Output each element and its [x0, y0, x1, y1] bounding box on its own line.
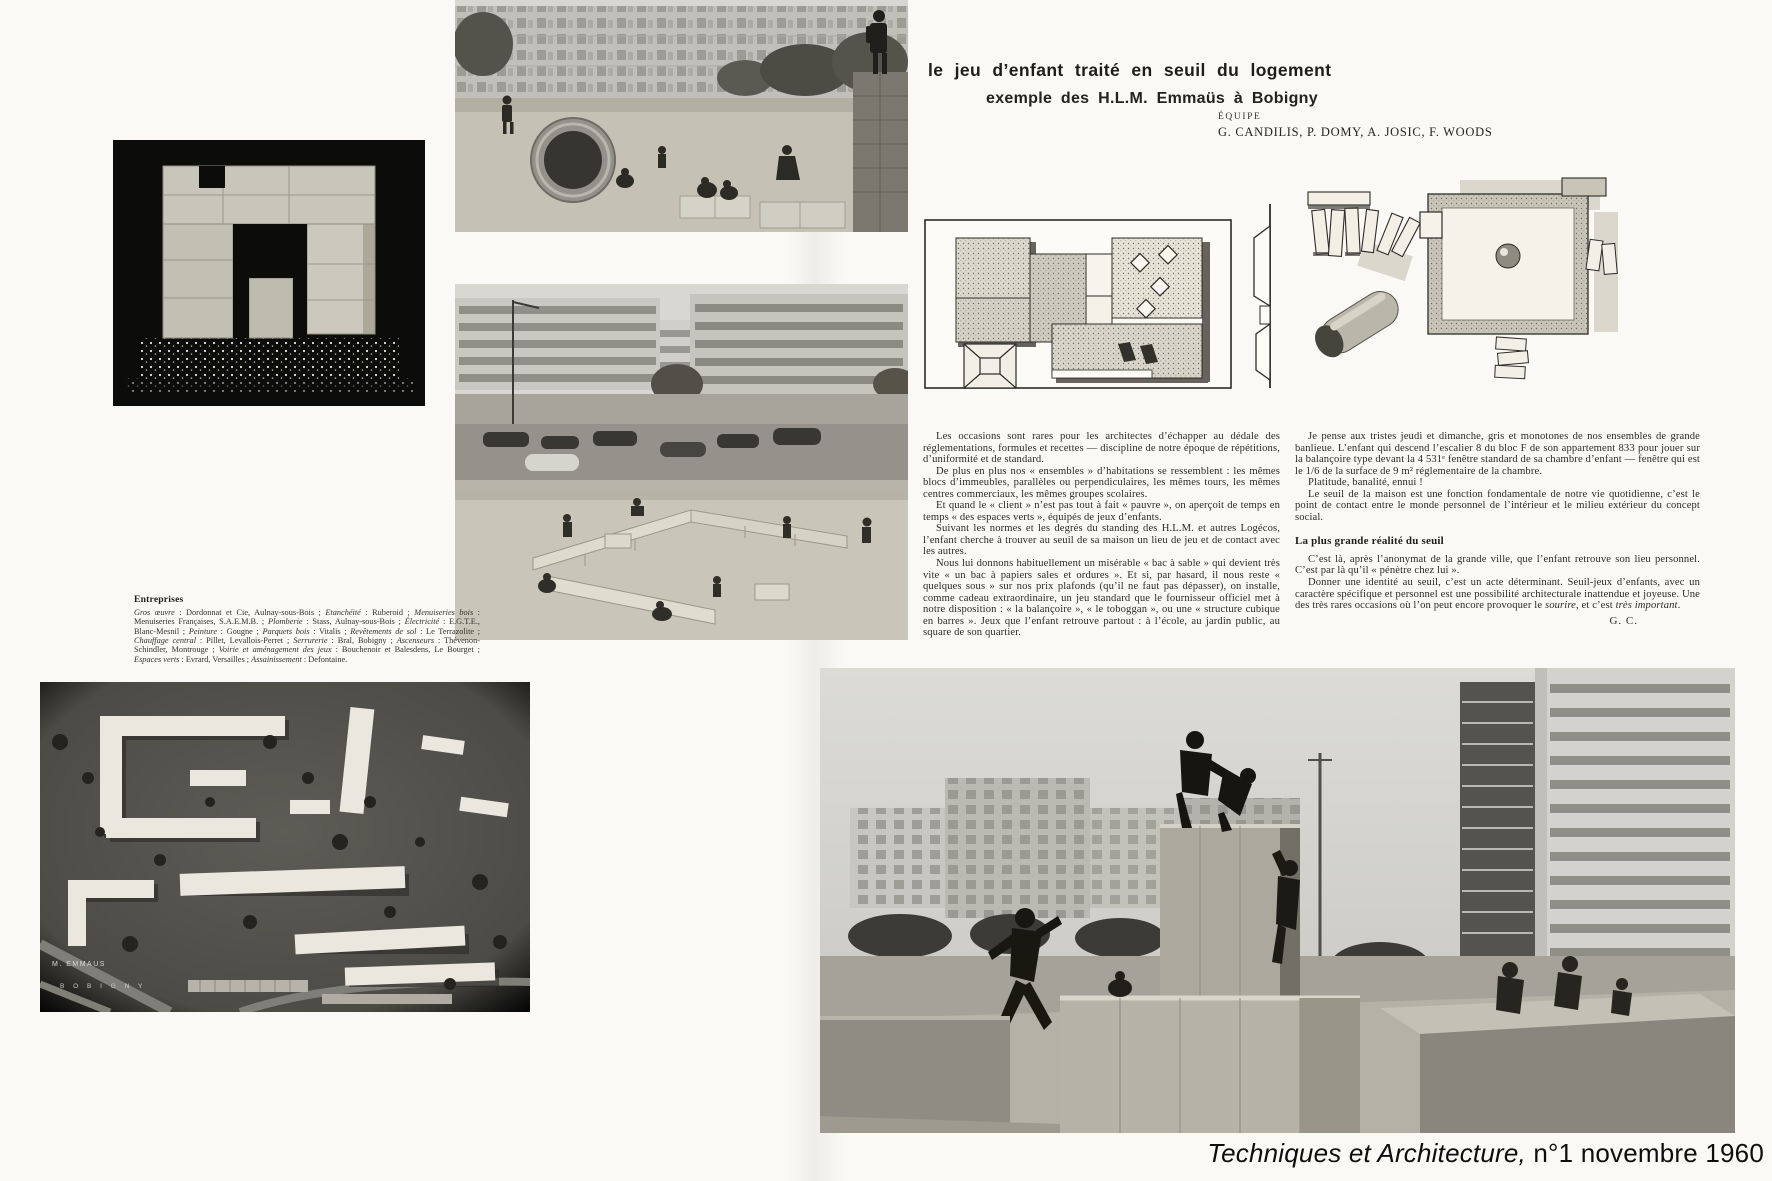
- paragraph: Les occasions sont rares pour les architectes d’échapper au dédale des réglementations, formules et recettes — discipline de notre époque de répétitions, d’uniformité et de standard.: [923, 431, 1280, 466]
- paragraph: Je pense aux tristes jeudi et dimanche, gris et monotones de nos ensembles de grande banlieue. L’enfant qui descend l’escalier 8 du bloc F de son appartement 833 pour jouer sur la balançoire type devant la 4 531ᵉ fenêtre standard de sa chambre d’enfant — fenêtre qui est le 1/6 de la surface de 9 m² réglementaire de la chambre.: [1295, 431, 1700, 477]
- left-low-wall: [820, 1016, 1010, 1133]
- team-names: G. CANDILIS, P. DOMY, A. JOSIC, F. WOODS: [1218, 125, 1493, 139]
- sandbox-pyramid: [964, 344, 1016, 388]
- concrete-pipe: [531, 118, 615, 202]
- sculpture-model-photo: [113, 140, 425, 406]
- entreprises-text: Gros œuvre : Dordonnat et Cie, Aulnay-sous-Bois ; Etanchéité : Ruberoid ; Menuiseries bois : Menuiseries Françaises, S.A.E.M.B. ; Plomberie : Stass, Aulnay-sous-Bois ; Électricité : E.G.T.E., Blanc-Mesnil ; Peinture : Gougne ; Parquets bois : Vitalis ; Revêtements de sol : Le Terrazolite ; Chauffage central : Pillet, Levallois-Perret ; Serrurerie : Bral, Bobigny ; Ascenseurs : Thévenon-Schindler, Montrouge ; Voirie et aménagement des jeux : Bouchenoir et Balesdens, Le Bourget ; Espaces verts : Evrard, Versailles ; Assainissement : Defontaine.: [134, 608, 480, 664]
- paragraph: Et quand le « client » n’est pas tout à fait « pauvre », on aperçoit de temps en temps « des espaces verts », équipés de jeux d’enfants.: [923, 500, 1280, 523]
- article-column-1: [923, 431, 1280, 639]
- section-heading: La plus grande réalité du seuil: [1295, 535, 1444, 548]
- entreprises-credits-block: [134, 594, 480, 664]
- paragraph: Nous lui donnons habituellement un misérable « bac à sable » qui devient très vite « un bac à papiers sales et ordures ». Et si, par hasard, il nous reste « quelques sous » sur nos prix plafonds (qu’il ne faut pas dépasser), on installe, comme cadeau extraordinaire, un jeu standard que le fournisseur officiel met à notre disposition : « la balançoire », « le toboggan », ou une « structure cubique en barres ». Jeux que l’enfant retrouve partout : à l’école, au jardin public, au square de son quartier.: [923, 558, 1280, 639]
- model-label-emmaus: M. EMMAUS: [52, 961, 106, 968]
- author-initials: G. C.: [1609, 614, 1638, 627]
- journal-caption-title: Techniques et Architecture,: [1207, 1138, 1526, 1168]
- entreprises-heading: Entreprises: [134, 594, 184, 605]
- floor-plan-drawing-right: [1300, 152, 1620, 387]
- masonry-pillar: [853, 72, 908, 232]
- tall-slab-balconies: [1535, 668, 1735, 998]
- paragraph: Suivant les normes et les degrés du standing des H.L.M. et autres Logécos, l’enfant cherche à trouver au seuil de sa maison un lieu de jeu et de contact avec les autres.: [923, 523, 1280, 558]
- plank-row-top: [1308, 192, 1420, 257]
- site-model-aerial-photo: [40, 682, 530, 1012]
- paragraph: C’est là, après l’anonymat de la grande ville, que l’enfant retrouve son lieu personnel. C’est par là qu’il « pénètre chez lui ».: [1295, 553, 1700, 577]
- journal-caption: [1207, 1138, 1764, 1169]
- main-room: [1420, 178, 1606, 334]
- playground-pipe-photo: [455, 0, 908, 232]
- journal-caption-issue: n°1 novembre 1960: [1525, 1138, 1764, 1168]
- log-cylinder: [1309, 285, 1405, 364]
- article-subtitle: exemple des H.L.M. Emmaüs à Bobigny: [986, 90, 1318, 107]
- section-profile: [1254, 204, 1270, 388]
- paragraph: Platitude, banalité, ennui !: [1308, 477, 1423, 489]
- paragraph: De plus en plus nos « ensembles » d’habitations se ressemblent : les mêmes blocs d’immeubles, parallèles ou perpendiculaires, les mêmes tours, les mêmes centres commerciaux, les mêmes groupes scolaires.: [923, 465, 1280, 500]
- article-column-2: [1295, 431, 1700, 627]
- paragraph: Donner une identité au seuil, c’est un acte déterminant. Seuil-jeux d’enfants, avec un caractère spécifique et personnel est une possibilité architecturale inattendue et joyeuse. Une des très rares occasions où l’on peut encore provoquer le sourire, et c’est très important.: [1295, 577, 1700, 612]
- speckled-ground: [125, 338, 413, 392]
- planter-box: [1380, 994, 1735, 1133]
- block-building-site-photo: [455, 284, 908, 640]
- floor-plan-drawing-left: [922, 192, 1292, 392]
- tall-slab-dark: [1460, 682, 1535, 982]
- model-label-bobigny: B O B I G N Y: [60, 983, 146, 990]
- children-playing-on-walls-photo: [820, 668, 1735, 1133]
- team-label: ÉQUIPE: [1218, 112, 1262, 122]
- article-title: le jeu d’enfant traité en seuil du logement: [928, 60, 1332, 80]
- plank-column-bottom: [1495, 337, 1529, 379]
- paragraph: Le seuil de la maison est une fonction fondamentale de notre vie quotidienne, c’est le point de contact entre le monde personnel de l’intérieur et le milieu extérieur du concept social.: [1295, 488, 1700, 523]
